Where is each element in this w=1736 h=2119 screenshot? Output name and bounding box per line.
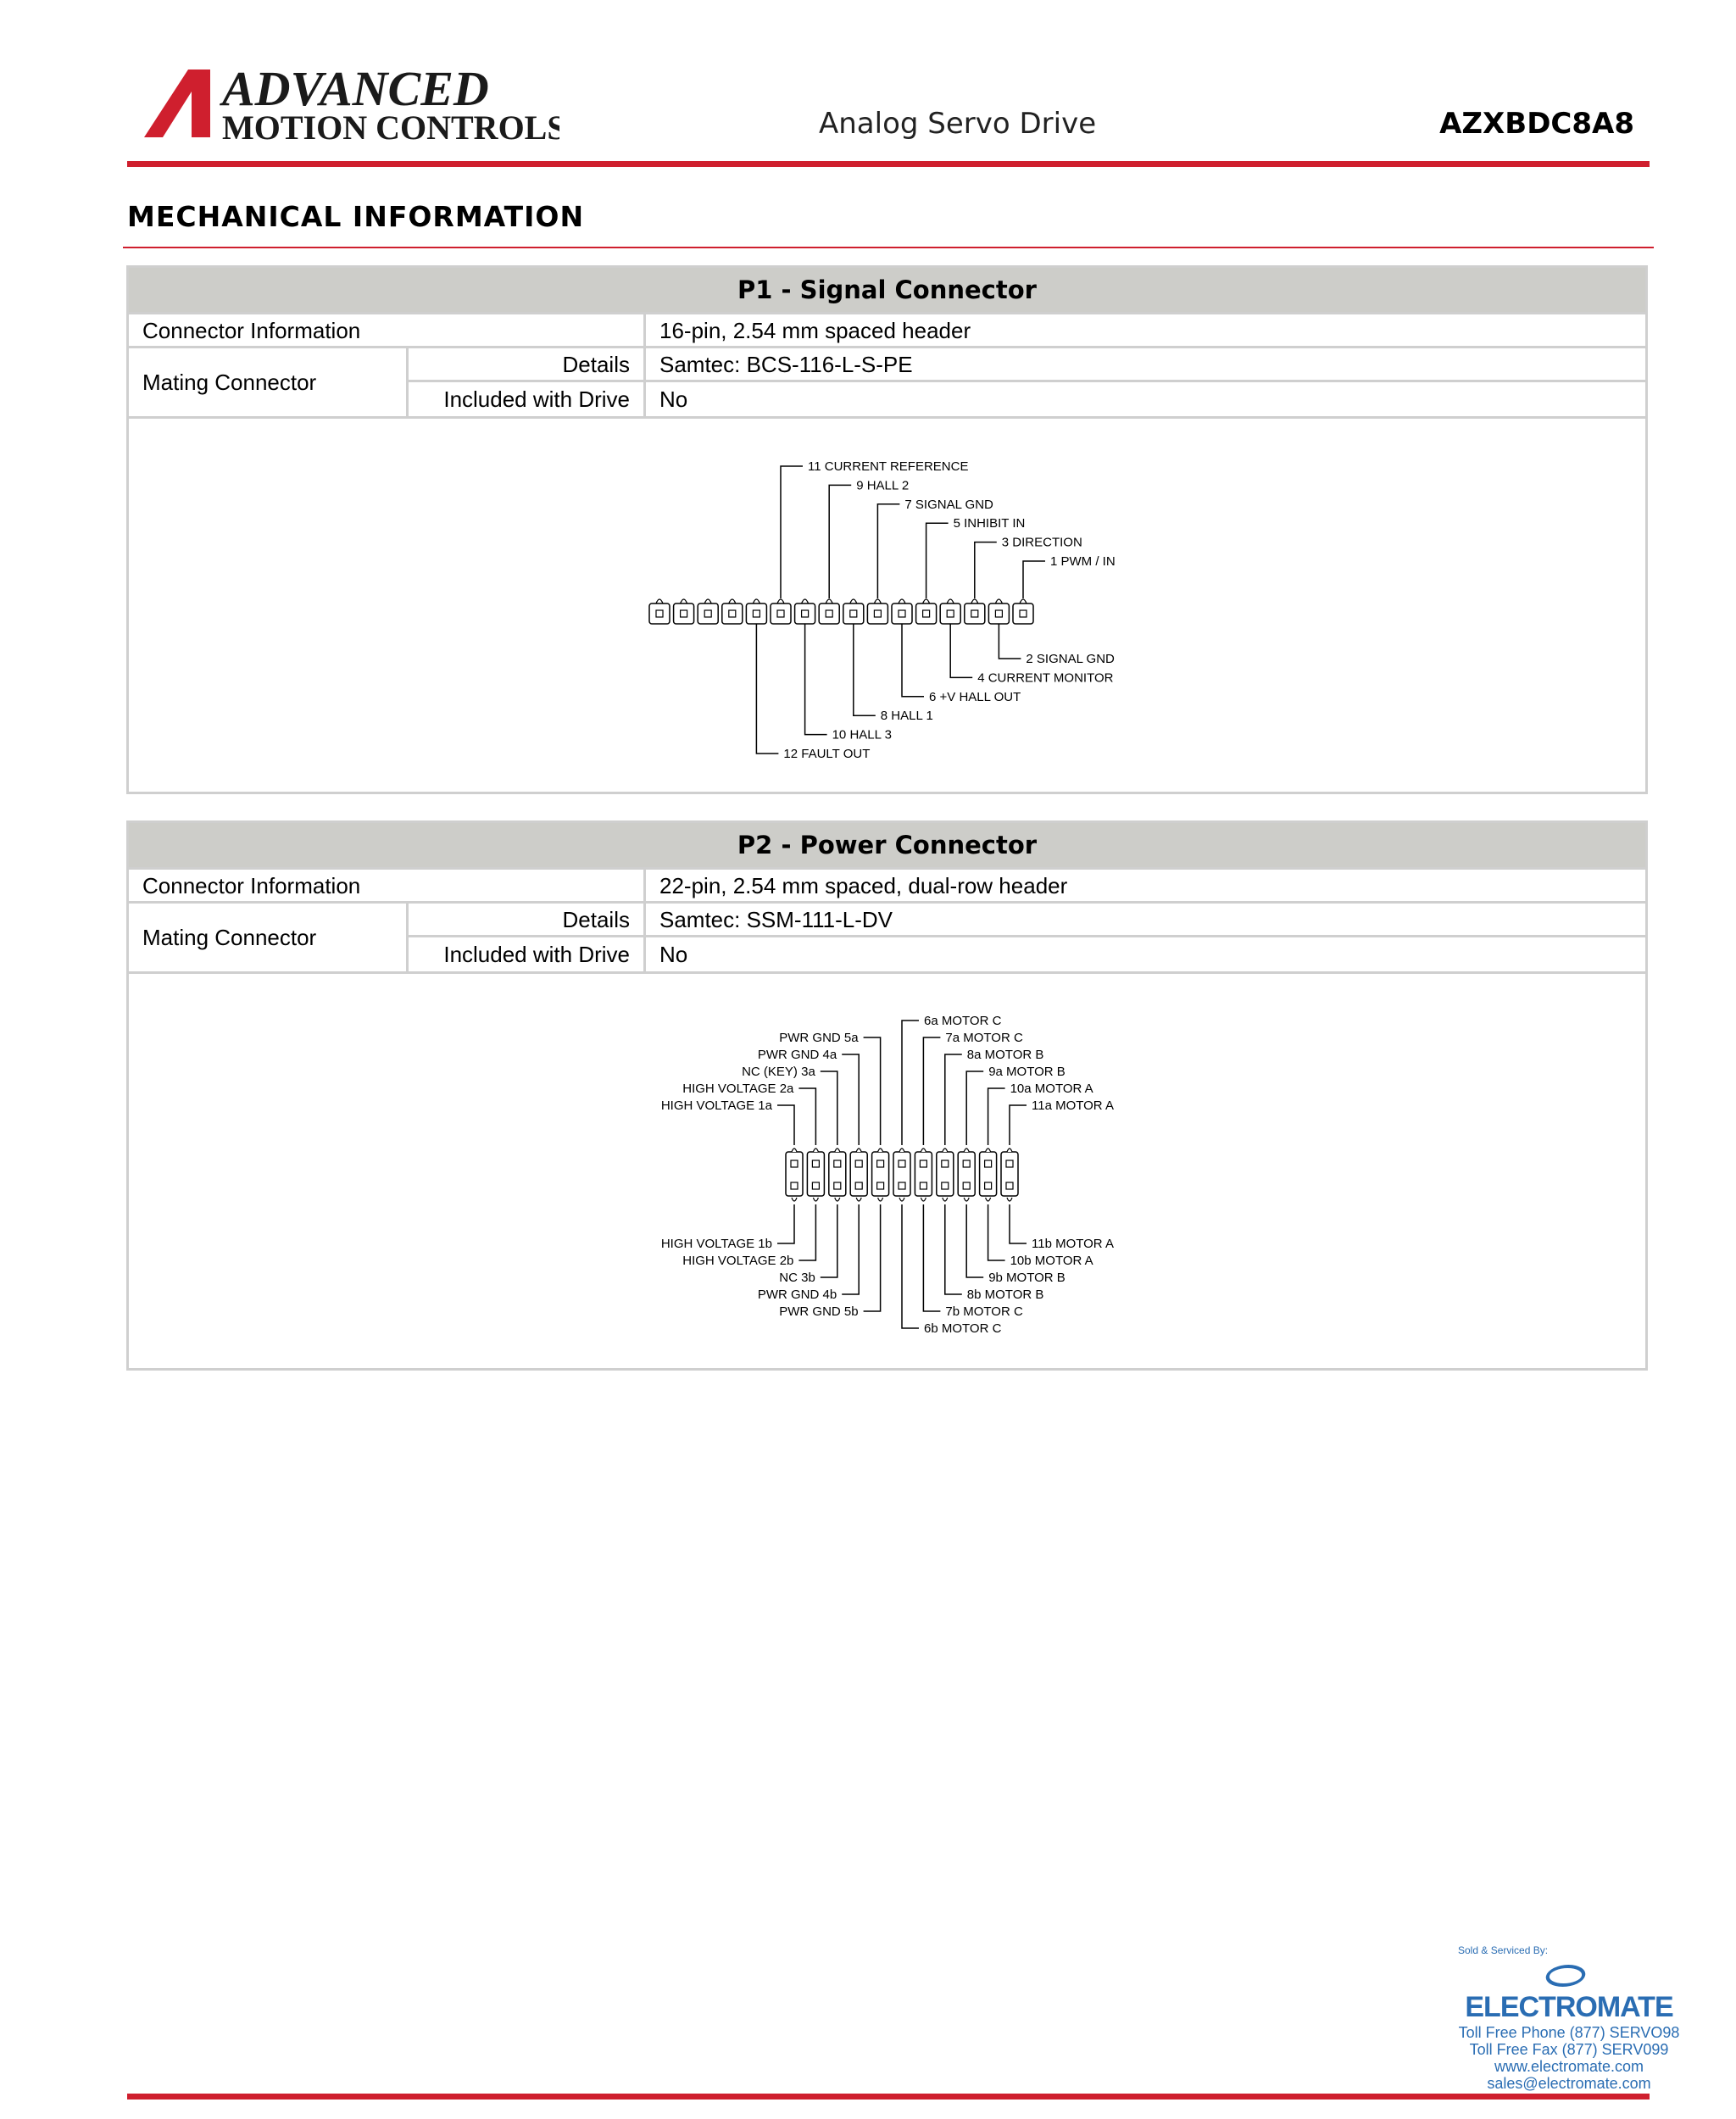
p1-bottom-pin-label: 4 CURRENT MONITOR bbox=[977, 670, 1114, 686]
p1-top-pin-label: 11 CURRENT REFERENCE bbox=[808, 459, 969, 474]
distributor-email[interactable]: sales@electromate.com bbox=[1487, 2075, 1651, 2092]
footer-rule bbox=[127, 2094, 1650, 2100]
p2-top-right-pin-label: 11a MOTOR A bbox=[1032, 1098, 1114, 1113]
p2-title: P2 - Power Connector bbox=[129, 823, 1645, 867]
p2-pin-square-a bbox=[834, 1160, 841, 1167]
p1-top-pin-label: 1 PWM / IN bbox=[1050, 554, 1116, 569]
p2-bottom-right-leader bbox=[988, 1204, 1005, 1260]
p2-bottom-right-leader bbox=[902, 1204, 919, 1328]
p1-top-leader bbox=[975, 542, 997, 598]
header-rule bbox=[127, 161, 1650, 167]
p2-pin-square-b bbox=[855, 1182, 862, 1189]
p2-mating-connector-label: Mating Connector bbox=[129, 904, 409, 971]
p2-bottom-left-leader bbox=[864, 1204, 881, 1311]
company-logo bbox=[144, 63, 559, 147]
p2-top-left-leader bbox=[798, 1088, 815, 1145]
p2-included-value: No bbox=[659, 942, 688, 967]
p1-pin-square bbox=[1020, 610, 1027, 617]
p2-bottom-left-leader bbox=[777, 1204, 794, 1243]
p2-top-right-pin-label: 10a MOTOR A bbox=[1010, 1082, 1093, 1096]
p2-pin-tip-top bbox=[856, 1148, 861, 1152]
p1-bottom-leader bbox=[756, 624, 778, 754]
p2-pin-tip-top bbox=[878, 1148, 883, 1152]
document-subtitle: Analog Servo Drive bbox=[819, 107, 1097, 141]
p1-pin-square bbox=[753, 610, 760, 617]
p2-bottom-right-leader bbox=[923, 1204, 940, 1311]
p1-top-leader bbox=[781, 466, 803, 598]
p1-pinout-diagram bbox=[129, 419, 1645, 794]
p2-pin-square-b bbox=[877, 1182, 884, 1189]
p1-pin-square bbox=[899, 610, 905, 617]
p2-bottom-left-pin-label: HIGH VOLTAGE 1b bbox=[660, 1237, 772, 1251]
p1-top-leader bbox=[877, 504, 899, 598]
p2-bottom-left-leader bbox=[821, 1204, 837, 1277]
p1-top-pin-label: 7 SIGNAL GND bbox=[904, 497, 993, 512]
p2-bottom-right-pin-label: 8b MOTOR B bbox=[966, 1288, 1044, 1302]
p1-pin-square bbox=[802, 610, 809, 617]
p2-spec-table bbox=[129, 867, 1645, 974]
p2-top-left-pin-label: PWR GND 5a bbox=[779, 1031, 859, 1045]
p2-pinout-svg bbox=[129, 974, 1645, 1371]
p2-pin-square-b bbox=[942, 1182, 949, 1189]
p1-pin-square bbox=[729, 610, 736, 617]
p1-included-value: No bbox=[659, 387, 688, 412]
distributor-website[interactable]: www.electromate.com bbox=[1494, 2058, 1644, 2075]
p1-pin-square bbox=[923, 610, 930, 617]
p2-top-left-leader bbox=[842, 1054, 859, 1145]
p2-top-right-leader bbox=[945, 1054, 962, 1145]
p2-top-right-leader bbox=[988, 1088, 1005, 1145]
p2-pin-tip-top bbox=[813, 1148, 818, 1152]
p2-pin-square-a bbox=[791, 1160, 798, 1167]
p1-bottom-leader bbox=[999, 624, 1021, 659]
section-title: MECHANICAL INFORMATION bbox=[127, 200, 585, 233]
p1-mating-connector-label: Mating Connector bbox=[129, 348, 409, 416]
p2-top-left-pin-label: NC (KEY) 3a bbox=[742, 1065, 815, 1079]
p2-top-right-pin-label: 7a MOTOR C bbox=[945, 1031, 1023, 1045]
p2-pin-square-b bbox=[985, 1182, 992, 1189]
p2-pin-tip-bottom bbox=[964, 1198, 969, 1201]
p1-bottom-leader bbox=[854, 624, 876, 715]
p2-pin-square-b bbox=[834, 1182, 841, 1189]
p1-top-leader bbox=[926, 523, 949, 598]
distributor-sold-by: Sold & Serviced By: bbox=[1458, 1944, 1549, 1956]
p2-bottom-right-leader bbox=[945, 1204, 962, 1294]
p2-pin-tip-top bbox=[1007, 1148, 1012, 1152]
p1-top-pin-label: 5 INHIBIT IN bbox=[953, 516, 1026, 531]
p1-top-leader bbox=[1023, 561, 1045, 598]
p2-bottom-right-leader bbox=[1010, 1204, 1027, 1243]
p1-top-pin-label: 3 DIRECTION bbox=[1001, 535, 1082, 550]
p2-power-connector-panel bbox=[126, 820, 1648, 1371]
p2-top-right-leader bbox=[923, 1037, 940, 1145]
p1-pin-square bbox=[777, 610, 784, 617]
p2-top-right-pin-label: 9a MOTOR B bbox=[988, 1065, 1066, 1079]
p1-pin-square bbox=[874, 610, 881, 617]
p2-top-left-pin-label: HIGH VOLTAGE 2a bbox=[682, 1082, 794, 1096]
p2-pin-tip-bottom bbox=[813, 1198, 818, 1201]
p2-bottom-left-pin-label: NC 3b bbox=[779, 1271, 815, 1285]
p2-pin-tip-top bbox=[986, 1148, 991, 1152]
p2-top-left-leader bbox=[821, 1071, 837, 1145]
p2-included-label: Included with Drive bbox=[409, 937, 646, 971]
p1-pin-square bbox=[826, 610, 832, 617]
distributor-brand bbox=[1455, 1958, 1683, 2024]
p2-pin-tip-bottom bbox=[921, 1198, 926, 1201]
p2-bottom-right-leader bbox=[966, 1204, 983, 1277]
p2-top-left-pin-label: HIGH VOLTAGE 1a bbox=[660, 1098, 772, 1113]
p1-bottom-leader bbox=[805, 624, 827, 735]
electromate-logo-icon bbox=[1544, 1965, 1589, 1987]
distributor-block bbox=[1455, 1944, 1683, 2092]
p2-pin-square-b bbox=[791, 1182, 798, 1189]
p2-bottom-right-pin-label: 7b MOTOR C bbox=[945, 1304, 1023, 1319]
p1-title: P1 - Signal Connector bbox=[129, 268, 1645, 312]
p2-top-right-pin-label: 8a MOTOR B bbox=[966, 1048, 1044, 1062]
p1-pinout-svg bbox=[129, 419, 1645, 794]
p1-top-pin-label: 9 HALL 2 bbox=[856, 478, 910, 493]
part-number: AZXBDC8A8 bbox=[1439, 107, 1634, 141]
p2-pin-square-a bbox=[963, 1160, 970, 1167]
p2-pin-tip-bottom bbox=[878, 1198, 883, 1201]
distributor-fax: Toll Free Fax (877) SERV099 bbox=[1469, 2041, 1669, 2058]
p2-pin-tip-bottom bbox=[943, 1198, 948, 1201]
p2-pin-square-b bbox=[1006, 1182, 1013, 1189]
p2-top-right-pin-label: 6a MOTOR C bbox=[924, 1014, 1002, 1028]
p1-details-value: Samtec: BCS-116-L-S-PE bbox=[646, 348, 1645, 382]
p2-bottom-left-pin-label: HIGH VOLTAGE 2b bbox=[682, 1254, 794, 1268]
p2-bottom-right-pin-label: 6b MOTOR C bbox=[924, 1321, 1002, 1336]
p2-bottom-left-pin-label: PWR GND 5b bbox=[779, 1304, 859, 1319]
p1-bottom-pin-label: 2 SIGNAL GND bbox=[1026, 652, 1115, 666]
p2-pin-tip-bottom bbox=[856, 1198, 861, 1201]
p1-bottom-pin-label: 8 HALL 1 bbox=[880, 709, 933, 724]
p2-connector-info-label: Connector Information bbox=[129, 870, 646, 904]
p2-pin-square-b bbox=[899, 1182, 905, 1189]
p2-pin-tip-bottom bbox=[986, 1198, 991, 1201]
p1-bottom-leader bbox=[902, 624, 924, 697]
p1-bottom-pin-label: 12 FAULT OUT bbox=[783, 747, 871, 761]
distributor-phone: Toll Free Phone (877) SERVO98 bbox=[1458, 2024, 1680, 2041]
p1-connector-info-label: Connector Information bbox=[129, 314, 646, 348]
p2-pin-square-a bbox=[920, 1160, 926, 1167]
p2-top-left-pin-label: PWR GND 4a bbox=[757, 1048, 837, 1062]
p2-pin-square-b bbox=[963, 1182, 970, 1189]
p2-top-right-leader bbox=[1010, 1105, 1027, 1145]
p2-pin-tip-bottom bbox=[1007, 1198, 1012, 1201]
p2-connector-info-value: 22-pin, 2.54 mm spaced, dual-row header bbox=[646, 870, 1645, 904]
p1-pin-square bbox=[947, 610, 954, 617]
p1-pin-square bbox=[681, 610, 687, 617]
p2-bottom-left-leader bbox=[798, 1204, 815, 1260]
p1-bottom-pin-label: 10 HALL 3 bbox=[832, 727, 892, 742]
p2-pin-square-a bbox=[855, 1160, 862, 1167]
p2-pin-tip-bottom bbox=[835, 1198, 840, 1201]
p1-signal-connector-panel bbox=[126, 265, 1648, 794]
p2-pin-square-a bbox=[985, 1160, 992, 1167]
p2-pin-tip-top bbox=[943, 1148, 948, 1152]
p1-pin-square bbox=[850, 610, 857, 617]
p1-pin-square bbox=[704, 610, 711, 617]
p2-bottom-right-pin-label: 9b MOTOR B bbox=[988, 1271, 1066, 1285]
p2-top-right-leader bbox=[902, 1021, 919, 1145]
p1-pin-square bbox=[656, 610, 663, 617]
p2-pin-square-a bbox=[899, 1160, 905, 1167]
p2-pin-square-a bbox=[1006, 1160, 1013, 1167]
p1-details-label: Details bbox=[409, 348, 646, 382]
p2-details-value: Samtec: SSM-111-L-DV bbox=[646, 904, 1645, 937]
p2-details-label: Details bbox=[409, 904, 646, 937]
p2-pin-tip-top bbox=[921, 1148, 926, 1152]
distributor-brand-name: ELECTROMATE bbox=[1465, 1991, 1673, 2023]
p1-top-leader bbox=[829, 485, 851, 598]
p2-pin-square-a bbox=[942, 1160, 949, 1167]
logo-line2: MOTION CONTROLS bbox=[222, 108, 559, 147]
p1-pin-square bbox=[995, 610, 1002, 617]
p2-pin-tip-top bbox=[835, 1148, 840, 1152]
p2-bottom-left-leader bbox=[842, 1204, 859, 1294]
p2-pin-square-a bbox=[812, 1160, 819, 1167]
p2-bottom-right-pin-label: 11b MOTOR A bbox=[1032, 1237, 1114, 1251]
p2-bottom-left-pin-label: PWR GND 4b bbox=[757, 1288, 837, 1302]
p2-pin-tip-top bbox=[899, 1148, 904, 1152]
p2-top-left-leader bbox=[777, 1105, 794, 1145]
p2-pinout-diagram bbox=[129, 974, 1645, 1371]
p1-bottom-leader bbox=[950, 624, 972, 677]
p2-pin-tip-top bbox=[964, 1148, 969, 1152]
p2-pin-square-b bbox=[920, 1182, 926, 1189]
p2-top-left-leader bbox=[864, 1037, 881, 1145]
p2-pin-square-b bbox=[812, 1182, 819, 1189]
p2-pin-tip-bottom bbox=[792, 1198, 797, 1201]
p2-top-right-leader bbox=[966, 1071, 983, 1145]
p1-included-label: Included with Drive bbox=[409, 382, 646, 416]
logo-line1: ADVANCED bbox=[222, 63, 489, 116]
p2-bottom-right-pin-label: 10b MOTOR A bbox=[1010, 1254, 1093, 1268]
p1-spec-table bbox=[129, 312, 1645, 419]
p1-bottom-pin-label: 6 +V HALL OUT bbox=[929, 689, 1021, 704]
p2-pin-square-a bbox=[877, 1160, 884, 1167]
p1-pin-square bbox=[971, 610, 978, 617]
section-rule bbox=[123, 247, 1654, 248]
p2-pin-tip-top bbox=[792, 1148, 797, 1152]
p1-connector-info-value: 16-pin, 2.54 mm spaced header bbox=[646, 314, 1645, 348]
p2-pin-tip-bottom bbox=[899, 1198, 904, 1201]
